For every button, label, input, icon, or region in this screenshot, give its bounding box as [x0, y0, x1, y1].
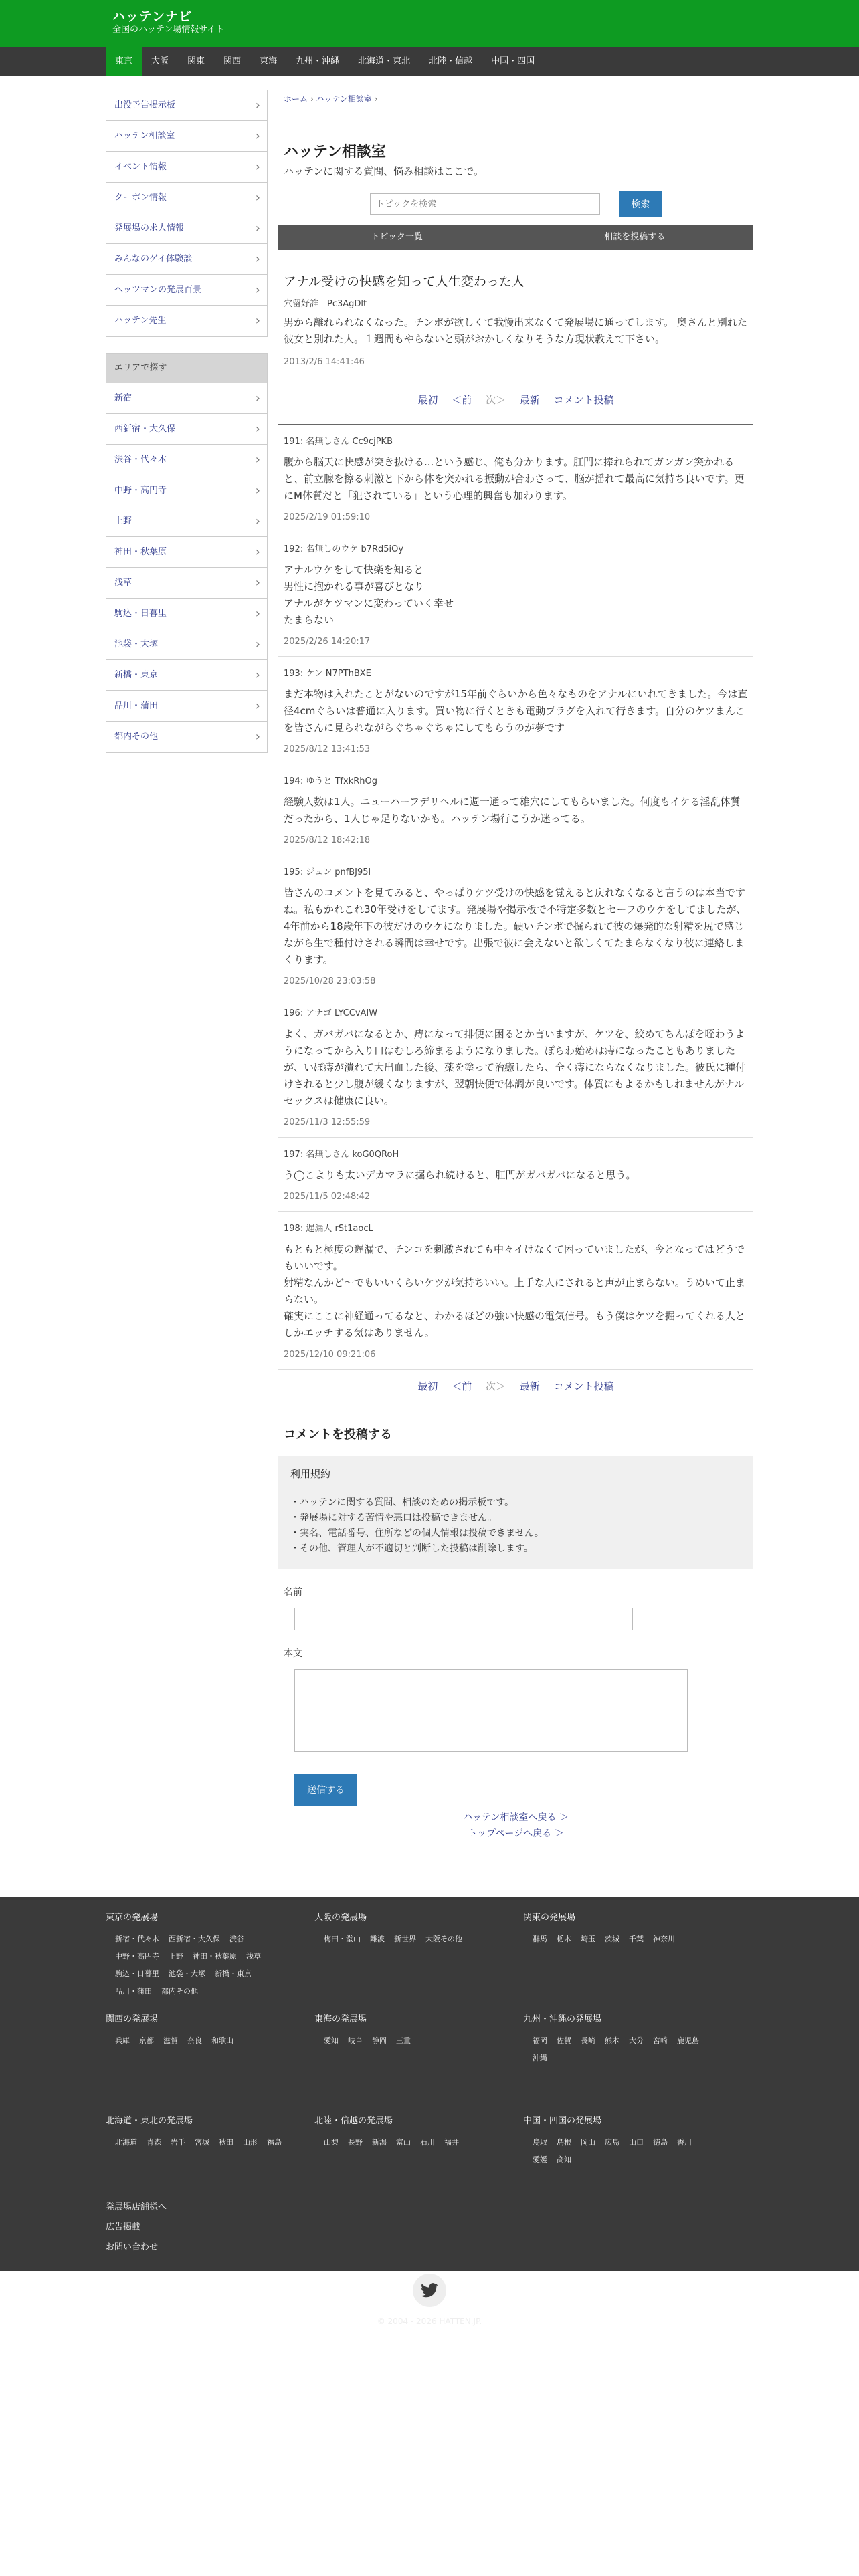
name-field[interactable]	[294, 1608, 633, 1630]
breadcrumb-home[interactable]: ホーム	[284, 94, 308, 104]
footer-area-link[interactable]: 兵庫	[115, 2036, 130, 2045]
comment-date: 2025/10/28 23:03:58	[284, 976, 376, 986]
footer-region	[523, 1910, 732, 2012]
sidebar-item-label: ハッテン相談室	[114, 131, 175, 141]
pager-latest[interactable]: 最新	[519, 1380, 540, 1392]
footer-link-contact[interactable]: お問い合わせ	[106, 2242, 159, 2252]
footer-region-title[interactable]: 中国・四国の発展場	[523, 2116, 602, 2126]
back-links	[278, 1810, 753, 1842]
chevron-right-icon: ›	[255, 668, 260, 682]
terms-title: 利用規約	[290, 1468, 331, 1480]
footer-area-link[interactable]: 上野	[169, 1952, 183, 1961]
sidebar-menu-item[interactable]	[106, 306, 267, 336]
footer-area-link[interactable]: 鳥取	[533, 2138, 547, 2147]
comment-body	[284, 794, 748, 827]
sidebar-area-item[interactable]	[106, 506, 267, 537]
chevron-right-icon: ›	[255, 252, 260, 266]
copyright: © 2004 - 2026 HATTEN.JP.	[377, 2317, 482, 2326]
comment-line: 男性に抱かれる事が喜びとなり	[284, 580, 425, 593]
footer-area-link[interactable]: 新橋・東京	[215, 1969, 252, 1978]
terms-item: ・ハッテンに関する質問、相談のための掲示板です。	[290, 1497, 514, 1508]
footer-region-links	[523, 2134, 724, 2169]
footer-area-link[interactable]: 群馬	[533, 1935, 547, 1943]
sidebar-item-label: 神田・秋葉原	[114, 547, 167, 557]
comment-item	[278, 532, 753, 657]
footer-area-link[interactable]: 駒込・日暮里	[115, 1969, 159, 1978]
tab-topic-list[interactable]: トピック一覧	[278, 225, 516, 250]
footer-area-link[interactable]: 新世界	[394, 1935, 416, 1943]
sidebar-item-label: 中野・高円寺	[114, 486, 167, 496]
page-description: ハッテンに関する質問、悩み相談はここで。	[284, 165, 484, 177]
footer-area-link[interactable]: 熊本	[605, 2036, 619, 2045]
footer-region	[106, 2113, 314, 2191]
search-button[interactable]: 検索	[619, 191, 662, 217]
comment-item	[278, 855, 753, 996]
footer-region-title[interactable]: 東京の発展場	[106, 1913, 159, 1923]
footer-region-title[interactable]: 関西の発展場	[106, 2014, 159, 2024]
footer-area-link[interactable]: 都内その他	[161, 1987, 198, 1996]
nav-chugoku[interactable]: 中国・四国	[491, 56, 535, 66]
footer-area-link[interactable]: 青森	[147, 2138, 161, 2147]
footer-area-link[interactable]: 秋田	[219, 2138, 233, 2147]
comment-header: 191: 名無しさん Cc9cjPKB	[284, 437, 393, 447]
sidebar-item-label: 渋谷・代々木	[114, 455, 167, 465]
footer-area-link[interactable]: 宮崎	[653, 2036, 668, 2045]
pager-comment[interactable]: コメント投稿	[553, 1380, 614, 1392]
sidebar-area-item[interactable]	[106, 414, 267, 445]
sidebar-item-label: ハッテン先生	[114, 316, 167, 326]
comment-item	[278, 657, 753, 764]
footer-area-link[interactable]: 佐賀	[557, 2036, 571, 2045]
back-to-board-link[interactable]: ハッテン相談室へ戻る ＞	[463, 1812, 569, 1823]
site-footer	[0, 1897, 859, 2326]
body-label: 本文	[284, 1648, 302, 1659]
footer-area-link[interactable]: 大分	[629, 2036, 644, 2045]
footer-region-links	[523, 2032, 724, 2067]
footer-area-link[interactable]: 大阪その他	[425, 1935, 462, 1943]
sidebar-item-label: ヘッツマンの発展百景	[114, 285, 202, 295]
footer-area-link[interactable]: 中野・高円寺	[115, 1952, 159, 1961]
footer-region-links	[314, 2134, 515, 2151]
footer-area-link[interactable]: 長崎	[581, 2036, 595, 2045]
nav-hokkaido[interactable]: 北海道・東北	[358, 56, 411, 66]
footer-area-link[interactable]: 新宿・代々木	[115, 1935, 159, 1943]
sidebar-item-label: 池袋・大塚	[114, 639, 159, 649]
sidebar-item-label: 出没予告掲示板	[114, 100, 176, 110]
terms-box	[278, 1456, 753, 1569]
nav-osaka[interactable]: 大阪	[151, 56, 169, 66]
sidebar-menu-item[interactable]	[106, 121, 267, 152]
chevron-right-icon: ›	[255, 699, 260, 713]
comment-header: 197: 名無しさん koG0QRoH	[284, 1150, 399, 1160]
nav-kyushu[interactable]: 九州・沖縄	[296, 56, 340, 66]
sidebar-menu-item[interactable]	[106, 244, 267, 275]
chevron-right-icon: ›	[255, 314, 260, 328]
footer-region-links	[106, 2032, 306, 2050]
global-nav	[0, 47, 859, 76]
sidebar-item-label: みんなのゲイ体験談	[114, 254, 193, 264]
terms-item: ・発展場に対する苦情や悪口は投稿できません。	[290, 1513, 497, 1523]
footer-area-link[interactable]: 埼玉	[581, 1935, 595, 1943]
sidebar-item-label: 新宿	[114, 393, 132, 403]
footer-area-link[interactable]: 栃木	[557, 1935, 571, 1943]
comment-item	[278, 764, 753, 855]
chevron-right-icon: ›	[255, 607, 260, 621]
footer-region	[106, 2012, 314, 2113]
sidebar-area-item[interactable]	[106, 722, 267, 752]
footer-area-link[interactable]: 福島	[267, 2138, 282, 2147]
footer-area-link[interactable]: 沖縄	[533, 2054, 547, 2062]
footer-region-links	[523, 1931, 724, 1948]
comment-header: 198: 遅漏人 rSt1aocL	[284, 1224, 373, 1234]
area-heading: エリアで探す	[106, 354, 267, 383]
sidebar-item-label: イベント情報	[114, 162, 167, 172]
chevron-right-icon: ›	[255, 453, 260, 467]
breadcrumb	[278, 90, 753, 112]
footer-region	[523, 2012, 732, 2113]
sidebar-area-item[interactable]	[106, 568, 267, 599]
footer-area-link[interactable]: 渋谷	[229, 1935, 244, 1943]
footer-area-link[interactable]: 鹿児島	[677, 2036, 699, 2045]
terms-item: ・実名、電話番号、住所などの個人情報は投稿できません。	[290, 1528, 544, 1539]
footer-grid	[106, 1910, 753, 2191]
footer-area-link[interactable]: 愛知	[324, 2036, 339, 2045]
chevron-right-icon: ›	[255, 637, 260, 651]
comment-body	[284, 562, 748, 629]
comment-date: 2025/8/12 13:41:53	[284, 744, 371, 754]
chevron-right-icon: ›	[255, 283, 260, 297]
breadcrumb-sep: ›	[310, 94, 316, 104]
topic-author: 穴留好誰 Pc3AgDlt	[284, 299, 367, 309]
footer-area-link[interactable]: 神奈川	[653, 1935, 675, 1943]
nav-tokyo[interactable]: 東京	[106, 47, 142, 76]
comment-body	[284, 686, 748, 736]
sidebar-item-label: 浅草	[114, 578, 132, 588]
body-field[interactable]	[294, 1669, 688, 1752]
twitter-icon[interactable]	[413, 2274, 446, 2307]
footer-region-links	[314, 2032, 515, 2050]
tab-post-topic[interactable]: 相談を投稿する	[516, 225, 754, 250]
sidebar	[106, 90, 268, 1842]
footer-area-link[interactable]: 新潟	[372, 2138, 387, 2147]
footer-area-link[interactable]: 浅草	[246, 1952, 261, 1961]
comment-line: まだ本物は入れたことがないのですが15年前ぐらいから色々なものをアナルにいれてきました。今は直径4cmぐらいは普通に入ります。買い物に行くときも電動プラグを入れて行きます。自分のケツまんこを皆さんに見られながらぐちゃぐちゃにしてもらうのが夢です	[284, 688, 748, 734]
footer-area-link[interactable]: 山梨	[324, 2138, 339, 2147]
comment-list	[278, 425, 753, 1370]
sidebar-area-item[interactable]	[106, 475, 267, 506]
breadcrumb-current[interactable]: ハッテン相談室	[316, 94, 372, 104]
footer-area-link[interactable]: 西新宿・大久保	[169, 1935, 220, 1943]
chevron-right-icon: ›	[255, 730, 260, 744]
sidebar-item-label: 都内その他	[114, 732, 159, 742]
footer-area-link[interactable]: 福岡	[533, 2036, 547, 2045]
sidebar-area-item[interactable]	[106, 445, 267, 475]
footer-area-link[interactable]: 広島	[605, 2138, 619, 2147]
pager-top	[278, 393, 753, 425]
footer-area-link[interactable]: 千葉	[629, 1935, 644, 1943]
pager-prev[interactable]: ＜前	[452, 394, 472, 406]
chevron-right-icon: ›	[255, 391, 260, 405]
breadcrumb-sep: ›	[374, 94, 378, 104]
comment-line: 腹から脳天に快感が突き抜ける...という感じ、俺も分かります。肛門に捧れられてガンガン突かれると、前立腺を擦る刺激と下から体を突かれる振動が合わさって、脳が揺れて最高に気持ち良いです。更にM体質だと「犯されている」という心理的興奮も加わります。	[284, 456, 745, 502]
comment-item	[278, 1212, 753, 1370]
comment-header: 193: ケン N7PThBXE	[284, 669, 371, 679]
comment-date: 2025/8/12 18:42:18	[284, 835, 371, 845]
sidebar-item-label: 発展場の求人情報	[114, 223, 185, 233]
chevron-right-icon: ›	[255, 98, 260, 112]
footer-area-link[interactable]: 岩手	[171, 2138, 185, 2147]
comment-line: 経験人数は1人。ニューハーフデリヘルに週一通って雄穴にしてもらいました。何度もイケる淫乱体質だったから、1人じゃ足りないかも。ハッテン場行こうか迷ってる。	[284, 796, 741, 825]
footer-region-title[interactable]: 東海の発展場	[314, 2014, 367, 2024]
footer-area-link[interactable]: 福井	[444, 2138, 459, 2147]
footer-link-shop[interactable]: 発展場店舗様へ	[106, 2202, 167, 2212]
chevron-right-icon: ›	[255, 129, 260, 143]
footer-region	[523, 2113, 732, 2191]
chevron-right-icon: ›	[255, 221, 260, 235]
sidebar-menu-item[interactable]	[106, 90, 267, 121]
footer-region-links	[106, 2134, 306, 2151]
sidebar-item-label: クーポン情報	[114, 193, 167, 203]
comment-body	[284, 885, 748, 968]
footer-area-link[interactable]: 奈良	[187, 2036, 202, 2045]
site-header	[0, 0, 859, 47]
footer-area-link[interactable]: 愛媛	[533, 2155, 547, 2164]
sidebar-item-label: 西新宿・大久保	[114, 424, 176, 434]
comment-item	[278, 996, 753, 1138]
sidebar-area	[106, 353, 268, 753]
footer-area-link[interactable]: 難波	[370, 1935, 385, 1943]
chevron-right-icon: ›	[255, 514, 260, 528]
footer-area-link[interactable]: 滋賀	[163, 2036, 178, 2045]
footer-area-link[interactable]: 石川	[420, 2138, 435, 2147]
comment-form-title: コメントを投稿する	[284, 1428, 392, 1442]
comment-line: アナルウケをして快楽を知ると	[284, 564, 424, 576]
comment-line: 射精なんかど〜でもいいくらいケツが気持ちいい。上手な人にされると声が止まらない。うめいて止まらない。	[284, 1277, 745, 1305]
footer-area-link[interactable]: 長野	[348, 2138, 363, 2147]
footer-area-link[interactable]: 和歌山	[211, 2036, 233, 2045]
name-label: 名前	[284, 1587, 302, 1598]
comment-header: 196: アナゴ LYCCvAIW	[284, 1008, 378, 1018]
footer-region-links	[314, 1931, 515, 1948]
comment-date: 2025/12/10 09:21:06	[284, 1350, 376, 1360]
main-content	[278, 90, 753, 1842]
submit-button[interactable]: 送信する	[294, 1774, 357, 1806]
comment-header: 192: 名無しのウケ b7Rd5iOy	[284, 544, 404, 554]
footer-area-link[interactable]: 三重	[396, 2036, 411, 2045]
nav-hokuriku[interactable]: 北陸・信越	[429, 56, 473, 66]
footer-region-title[interactable]: 北陸・信越の発展場	[314, 2116, 393, 2126]
chevron-right-icon: ›	[255, 160, 260, 174]
sidebar-menu-item[interactable]	[106, 213, 267, 244]
footer-region	[314, 1910, 523, 2012]
terms-item: ・その他、管理人が不適切と判断した投稿は削除します。	[290, 1543, 533, 1554]
footer-area-link[interactable]: 島根	[557, 2138, 571, 2147]
search-bar	[278, 191, 753, 217]
footer-region-title[interactable]: 九州・沖縄の発展場	[523, 2014, 602, 2024]
topic	[278, 250, 753, 367]
pager-latest[interactable]: 最新	[519, 394, 540, 406]
footer-region-title[interactable]: 北海道・東北の発展場	[106, 2116, 193, 2126]
sidebar-area-item[interactable]	[106, 629, 267, 660]
back-to-top-link[interactable]: トップページへ戻る ＞	[468, 1828, 564, 1839]
footer-area-link[interactable]: 神田・秋葉原	[193, 1952, 237, 1961]
footer-region	[314, 2012, 523, 2113]
footer-area-link[interactable]: 梅田・堂山	[324, 1935, 361, 1943]
comment-header: 195: ジュン pnfBJ95l	[284, 867, 371, 877]
footer-region-links	[106, 1931, 306, 2000]
comment-line: う◯こよりも太いデカマラに掘られ続けると、肛門がガバガバになると思う。	[284, 1169, 636, 1181]
footer-area-link[interactable]: 茨城	[605, 1935, 619, 1943]
pager-next: 次＞	[485, 1380, 506, 1392]
sidebar-area-item[interactable]	[106, 537, 267, 568]
comment-line: アナルがケツマンに変わっていく幸せ	[284, 597, 454, 609]
nav-kansai[interactable]: 関西	[223, 56, 242, 66]
footer-area-link[interactable]: 品川・蒲田	[115, 1987, 152, 1996]
topic-tabs	[278, 225, 753, 250]
comment-line: もともと極度の遅漏で、チンコを刺激されても中々イけなくて困っていましたが、今となってはどうでもいいです。	[284, 1243, 745, 1272]
footer-area-link[interactable]: 宮城	[195, 2138, 209, 2147]
footer-region-title[interactable]: 大阪の発展場	[314, 1913, 367, 1923]
comment-body	[284, 454, 748, 504]
sidebar-area-item[interactable]	[106, 660, 267, 691]
comment-date: 2025/2/26 14:20:17	[284, 637, 371, 647]
footer-area-link[interactable]: 山形	[243, 2138, 258, 2147]
site-subtitle: 全国のハッテン場情報サイト	[112, 25, 225, 35]
footer-area-link[interactable]: 池袋・大塚	[169, 1969, 205, 1978]
sidebar-item-label: 品川・蒲田	[114, 701, 159, 711]
footer-area-link[interactable]: 山口	[629, 2138, 644, 2147]
topic-title: アナル受けの快感を知って人生変わった人	[284, 274, 524, 289]
chevron-right-icon: ›	[255, 484, 260, 498]
chevron-right-icon: ›	[255, 576, 260, 590]
footer-area-link[interactable]: 京都	[139, 2036, 154, 2045]
pager-next: 次＞	[485, 394, 506, 406]
topic-date: 2013/2/6 14:41:46	[284, 357, 365, 367]
comment-body	[284, 1026, 748, 1109]
nav-kanto[interactable]: 関東	[187, 56, 205, 66]
footer-region	[314, 2113, 523, 2191]
comment-date: 2025/2/19 01:59:10	[284, 512, 371, 522]
sidebar-menu-item[interactable]	[106, 183, 267, 213]
footer-area-link[interactable]: 香川	[677, 2138, 692, 2147]
footer-region	[106, 1910, 314, 2012]
sidebar-area-item[interactable]	[106, 383, 267, 414]
comment-body	[284, 1167, 748, 1184]
pager-first[interactable]: 最初	[417, 394, 438, 406]
comment-header: 194: ゆうと TfxkRhOg	[284, 776, 377, 786]
footer-area-link[interactable]: 高知	[557, 2155, 571, 2164]
comment-item	[278, 1138, 753, 1212]
comment-item	[278, 425, 753, 532]
comment-body	[284, 1241, 748, 1341]
footer-link-ads[interactable]: 広告掲載	[106, 2222, 141, 2232]
comment-line: 皆さんのコメントを見てみると、やっぱりケツ受けの快感を覚えると戻れなくなると言うのは本当ですね。私もかれこれ30年受けをしてます。発展場や掲示板で不特定多数とセーフのウケをしてましたが、4年前から18歳年下の彼だけのウケになりました。硬いチンポで掘られて彼の爆発的な射精を尻で感じながら生で種付けされる瞬間は幸せです。出張で彼に会えないと欲しくてたまらなくなり彼に連絡しまくります。	[284, 887, 747, 966]
sidebar-item-label: 駒込・日暮里	[114, 609, 167, 619]
sidebar-item-label: 上野	[114, 516, 132, 526]
footer-area-link[interactable]: 富山	[396, 2138, 411, 2147]
site-title[interactable]: ハッテンナビ	[112, 9, 193, 24]
pager-bottom	[278, 1379, 753, 1393]
footer-area-link[interactable]: 徳島	[653, 2138, 668, 2147]
pager-first[interactable]: 最初	[417, 1380, 438, 1392]
footer-area-link[interactable]: 岡山	[581, 2138, 595, 2147]
comment-date: 2025/11/5 02:48:42	[284, 1192, 371, 1202]
footer-area-link[interactable]: 北海道	[115, 2138, 137, 2147]
sidebar-area-item[interactable]	[106, 691, 267, 722]
sidebar-menu-item[interactable]	[106, 275, 267, 306]
pager-prev[interactable]: ＜前	[452, 1380, 472, 1392]
footer-area-link[interactable]: 静岡	[372, 2036, 387, 2045]
comment-line: よく、ガバガバになるとか、痔になって排便に困るとか言いますが、ケツを、絞めてちんぽを咥わうようになってから入り口はむしろ締まるようになりました。ぽらわ始めは痔になったこともありましたが、いぼ痔が潰れて大出血した後、薬を塗って治癒したら、全く痔にならなくなりました。彼氏に種付けされると少し腹が緩くなりますが、翌朝快便で体調が良いです。体質にもよるかもしれませんがナルセックスは健康に良い。	[284, 1028, 746, 1107]
chevron-right-icon: ›	[255, 191, 260, 205]
comment-line: たまらない	[284, 614, 335, 626]
page-title: ハッテン相談室	[284, 144, 386, 160]
footer-links	[106, 2197, 753, 2258]
search-input[interactable]	[370, 193, 600, 215]
topic-body: 男から離れられなくなった。チンポが欲しくて我慢出来なくて発展場に通ってします。 奥さんと別れた彼女と別れた人。１週間もやらないと頭がおかしくなりそうな方現状教えて下さい。	[284, 316, 747, 345]
footer-area-link[interactable]: 岐阜	[348, 2036, 363, 2045]
sidebar-item-label: 新橋・東京	[114, 670, 159, 680]
comment-line: 確実にここに神経通ってるなと、わかるほどの強い快感の電気信号。もう僕はケツを掘ってくれる人としかエッチする気はありません。	[284, 1310, 745, 1339]
nav-tokai[interactable]: 東海	[260, 56, 278, 66]
sidebar-menu	[106, 90, 268, 337]
chevron-right-icon: ›	[255, 545, 260, 559]
comment-date: 2025/11/3 12:55:59	[284, 1117, 371, 1128]
sidebar-menu-item[interactable]	[106, 152, 267, 183]
sidebar-area-item[interactable]	[106, 599, 267, 629]
chevron-right-icon: ›	[255, 422, 260, 436]
pager-comment[interactable]: コメント投稿	[553, 394, 614, 406]
footer-region-title[interactable]: 関東の発展場	[523, 1913, 576, 1923]
